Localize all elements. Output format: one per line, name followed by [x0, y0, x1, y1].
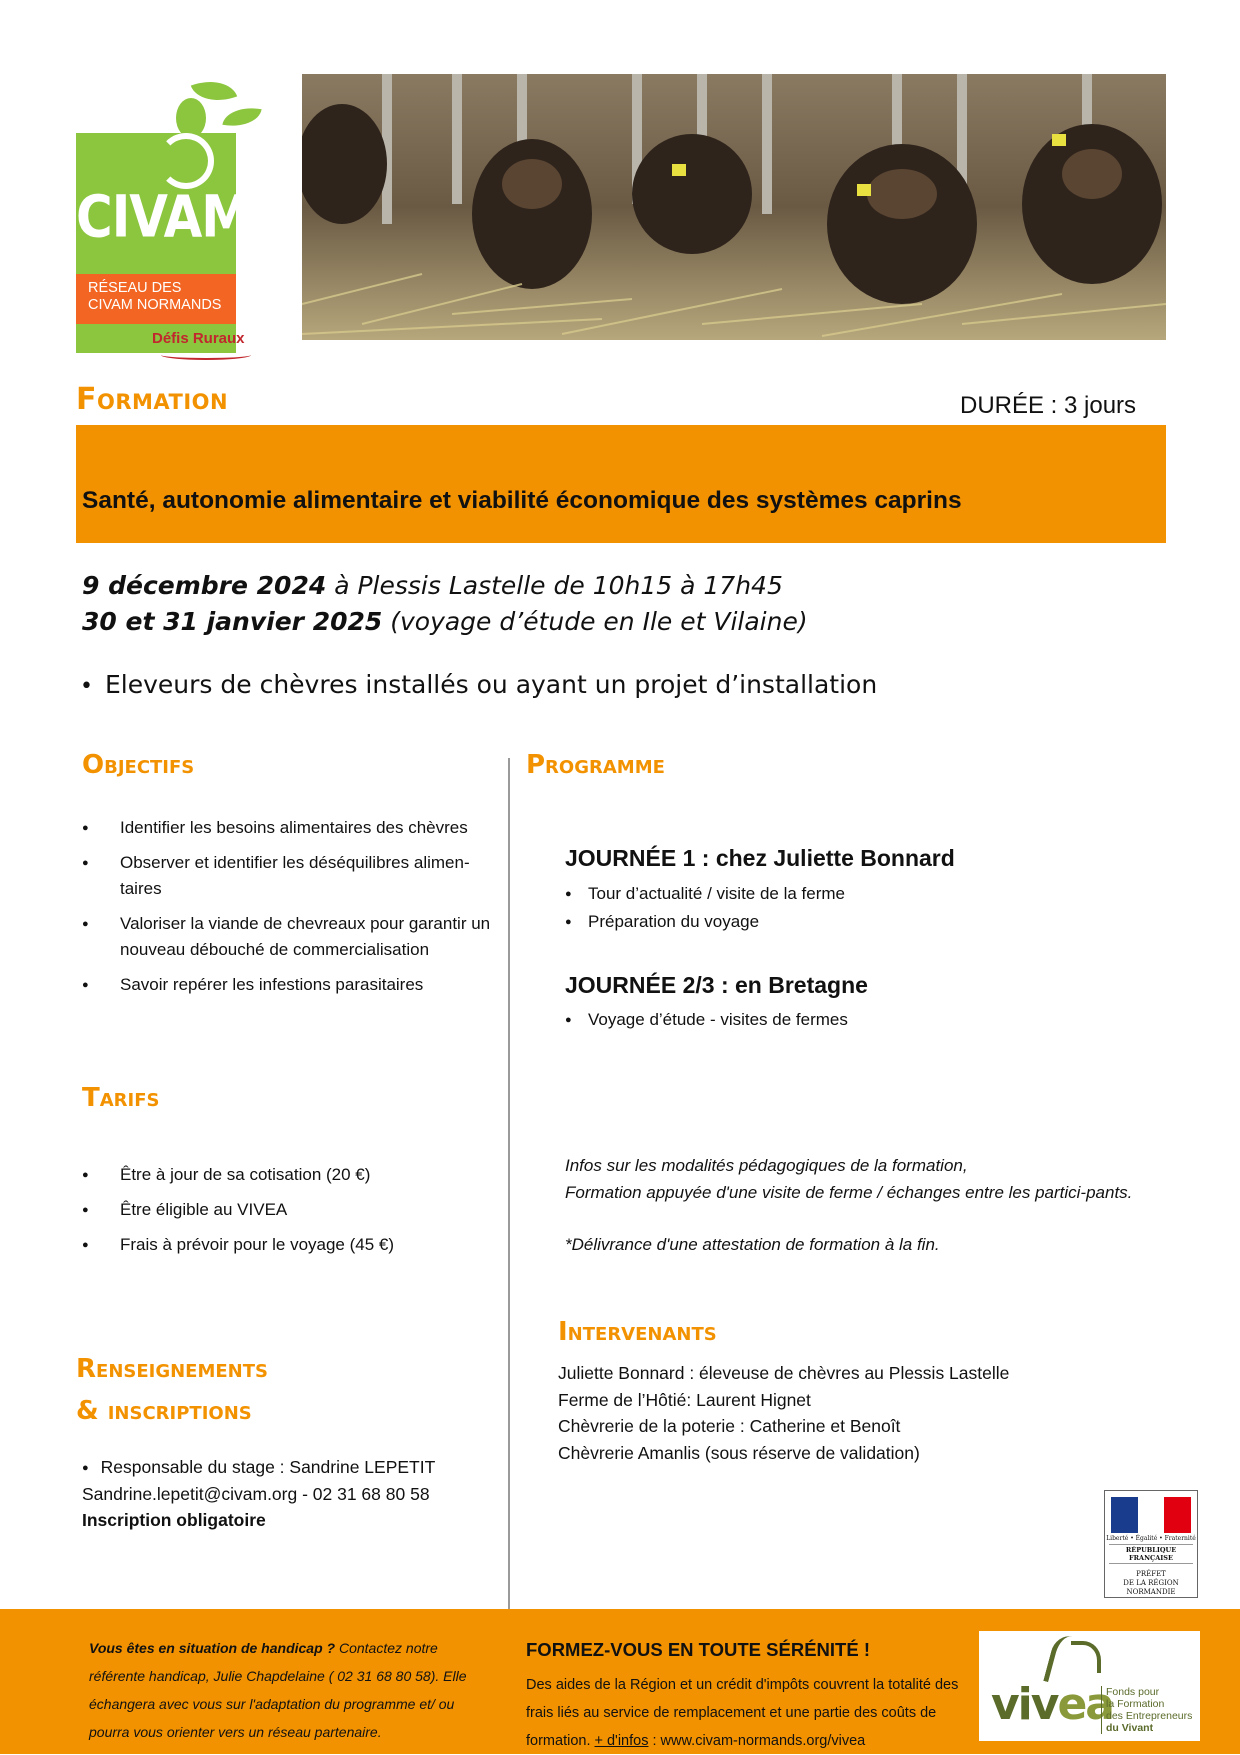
date-bold: 9 décembre 2024: [82, 571, 327, 600]
list-item: ● Identifier les besoins alimentaires des chèvres: [82, 815, 502, 841]
flag-icon: [1111, 1497, 1191, 1533]
prefet-motto: Liberté • Égalité • Fraternité: [1106, 1535, 1196, 1542]
date-bold: 30 et 31 janvier 2025: [82, 607, 383, 636]
list-item: Chèvrerie de la poterie : Catherine et Benoît: [558, 1416, 901, 1436]
programme-title: Programme: [526, 750, 665, 780]
bullet-icon: •: [80, 674, 93, 699]
vivea-word-a: viv: [991, 1679, 1058, 1730]
responsable-text: Responsable du stage : Sandrine LEPETIT: [100, 1457, 436, 1477]
handicap-notice: [89, 1634, 489, 1746]
list-item: ● Tour d’actualité / visite de la ferme: [565, 880, 845, 908]
civam-logo: [76, 78, 281, 363]
vivea-logo: [979, 1631, 1200, 1741]
vivea-tag: Fonds pour: [1106, 1686, 1160, 1698]
info-line: *Délivrance d'une attestation de formation à la fin.: [565, 1235, 940, 1254]
bullet-icon: ●: [82, 1462, 89, 1474]
objectives-list: [82, 815, 502, 1007]
serenity-title: FORMEZ-VOUS EN TOUTE SÉRÉNITÉ !: [526, 1639, 870, 1660]
goats-photo: [302, 74, 1166, 340]
list-item: ● Préparation du voyage: [565, 908, 845, 936]
prefet-line: PRÉFET: [1136, 1570, 1166, 1578]
serenity-text: Des aides de la Région et un crédit d'impôts couvrent la totalité des frais liés au service de remplacement et une partie des coûts de formation.: [526, 1677, 959, 1749]
day2-title: JOURNÉE 2/3 : en Bretagne: [565, 972, 868, 998]
tarifs-list: [82, 1162, 502, 1267]
contact-link[interactable]: Sandrine.lepetit@civam.org - 02 31 68 80 58: [82, 1484, 430, 1504]
dates-block: [82, 568, 808, 640]
list-item: ● Savoir repérer les infestions parasitaires: [82, 972, 502, 998]
list-item: Ferme de l’Hôtié: Laurent Hignet: [558, 1389, 811, 1410]
speakers-list: [558, 1360, 1009, 1466]
tarifs-title: Tarifs: [82, 1083, 160, 1113]
footer: [0, 1609, 1240, 1754]
pedagogy-info: [565, 1153, 1135, 1259]
day1-list: [565, 880, 845, 936]
prefet-line: DE LA RÉGION: [1123, 1579, 1179, 1587]
column-divider: [508, 758, 510, 1610]
serenity-body: [526, 1671, 986, 1755]
list-item: Juliette Bonnard : éleveuse de chèvres au Plessis Lastelle: [558, 1363, 1010, 1383]
vivea-tag: la Formation: [1106, 1698, 1165, 1710]
vivea-tag: du Vivant: [1106, 1722, 1154, 1734]
target-audience: [80, 670, 877, 699]
list-item: ● Frais à prévoir pour le voyage (45 €): [82, 1232, 502, 1258]
registration-body: [82, 1454, 435, 1533]
handicap-text: Contactez notre référente handicap, Julie Chapdelaine ( 02 31 68 80 58). Elle échangera avec vous sur l'adaptation du programme et/ ou pourra vous orienter vers un réseau partenaire.: [89, 1640, 467, 1740]
prefet-logo: [1104, 1490, 1198, 1598]
list-item: ● Valoriser la viande de chevreaux pour garantir un nouveau débouché de commercialisation: [82, 911, 502, 963]
day2-list: [565, 1006, 848, 1034]
vivea-tag: des Entrepreneurs: [1106, 1710, 1193, 1722]
registration-required: Inscription obligatoire: [82, 1510, 266, 1530]
info-registration-title: [76, 1348, 268, 1432]
list-item: Chèvrerie Amanlis (sous réserve de validation): [558, 1442, 920, 1463]
duration: DURÉE : 3 jours: [960, 392, 1137, 419]
list-item: ● Voyage d’étude - visites de fermes: [565, 1006, 848, 1034]
date-line: [82, 568, 808, 604]
date-rest: (voyage d’étude en Ile et Vilaine): [382, 607, 808, 636]
logo-tagline: Défis Ruraux: [152, 330, 245, 347]
prefet-line: NORMANDIE: [1126, 1588, 1176, 1596]
list-item: ● Être à jour de sa cotisation (20 €): [82, 1162, 502, 1188]
more-info-link[interactable]: + d'infos: [594, 1733, 649, 1749]
title-line: & inscriptions: [76, 1396, 252, 1426]
date-line: [82, 604, 808, 640]
list-item: ● Être éligible au VIVEA: [82, 1197, 502, 1223]
formation-label: Formation: [76, 382, 229, 417]
serenity-url[interactable]: : www.civam-normands.org/vivea: [648, 1733, 866, 1749]
info-line: Formation appuyée d'une visite de ferme / échanges entre les partici-pants.: [565, 1182, 1133, 1202]
date-rest: à Plessis Lastelle de 10h15 à 17h45: [326, 571, 783, 600]
vivea-word-b: ea: [1057, 1679, 1113, 1730]
logo-network: RÉSEAU DES CIVAM NORMANDS: [76, 274, 236, 324]
audience-text: Eleveurs de chèvres installés ou ayant un projet d’installation: [104, 670, 878, 699]
list-item: ● Observer et identifier les déséquilibres alimen-taires: [82, 850, 502, 902]
day1-title: JOURNÉE 1 : chez Juliette Bonnard: [565, 845, 955, 871]
title-banner: [76, 425, 1166, 543]
prefet-rf: RÉPUBLIQUE FRANÇAISE: [1109, 1544, 1193, 1564]
speakers-title: Intervenants: [558, 1317, 717, 1347]
training-title: Santé, autonomie alimentaire et viabilité économique des systèmes caprins: [82, 487, 962, 514]
info-line: Infos sur les modalités pédagogiques de la formation,: [565, 1156, 968, 1175]
title-line: Renseignements: [76, 1354, 268, 1384]
logo-brand: CIVAM: [76, 183, 251, 251]
handicap-bold: Vous êtes en situation de handicap ?: [89, 1640, 336, 1656]
objectives-title: Objectifs: [82, 750, 195, 780]
